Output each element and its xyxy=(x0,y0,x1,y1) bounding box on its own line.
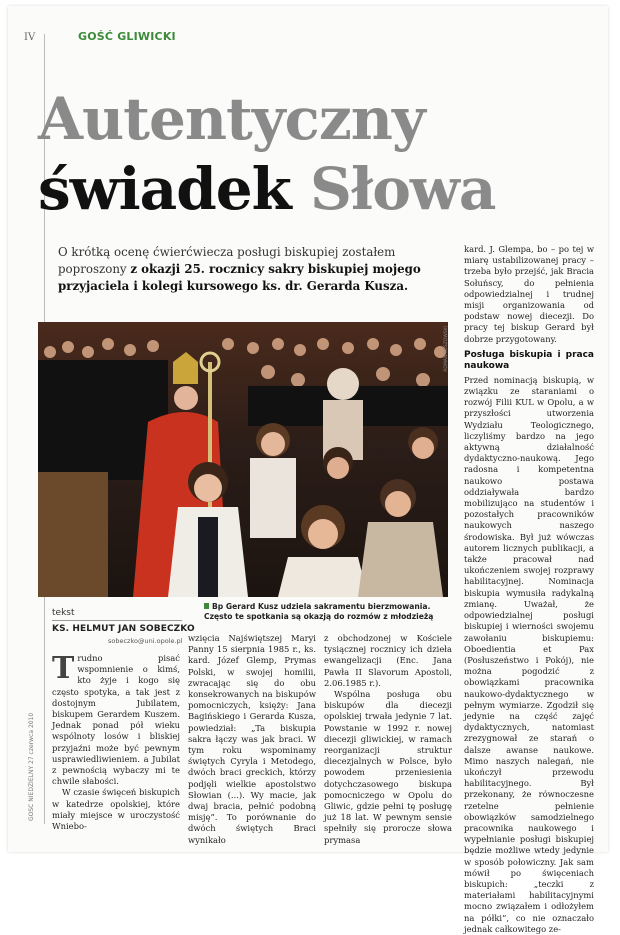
author-email[interactable]: sobeczko@uni.opole.pl xyxy=(108,637,183,645)
photo-confirmation xyxy=(38,322,448,597)
caption-marker-icon xyxy=(204,603,209,609)
column-3-paragraph-1: z obchodzonej w Kościele tysiącznej rocznicy ich dzieła ewangelizacji (Enc. Jana Pawła II Slavorum Apostoli, 2.06.1985 r.). xyxy=(324,633,452,688)
column-4-paragraph-2: Przed nominacją biskupią, w związku ze staraniami o rozwój Filii KUL w Opolu, a w przyszłości utworzenia Wydziału Teologicznego, liczyliśmy bardzo na jego aktywną działalność dydaktyczno-naukową. Jego radosna i kompetentna naukowo postawa oddziaływała bardzo mobilizująco na studentów i pozostałych pracowników naukowych naszego środowiska. Był już wówczas autorem licznych publikacji, a także pracował nad ukończeniem swojej rozprawy habilitacyjnej. Nominacja biskupia wymusiła radykalną zmianę. Uważał, że odpowiedzialnej posługi biskupiej i wierności swojemu zawołaniu biskupiemu: Oboedientia et Pax (Posłuszeństwo i Pokój), nie można pogodzić z obowiązkami pracownika naukowo-dydaktycznego w pełnym wymiarze. Zgodził się jedynie na część zajęć dydaktycznych, natomiast zrezygnował ze starań o dalsze awanse naukowe. Mimo naszych nalegań, nie ukończył przewodu habilitacyjnego. Był przekonany, że równoczesne rzetelne pełnienie obowiązków samodzielnego pracownika naukowego i wypełnianie posługi biskupiej będzie możliwe wtedy jedynie w sposób połowiczny. Jak sam mówił po święceniach biskupich: „teczki z materiałami habilitacyjnymi mocno związałem i odłożyłem na półki”, co nie oznaczało jednak całkowitego ze- xyxy=(464,374,594,934)
column-2-paragraph-1: wzięcia Najświętszej Maryi Panny 15 sierpnia 1985 r., ks. kard. Józef Glemp, Prymas Polski, w swojej homilii, zwracając się do obu konsekrowanych na biskupów pomocniczych, księży: Jana Bagińskiego i Gerarda Kusza, powiedział: „Ta biskupia sakra łączy was jak braci. W tym roku wspominamy świętych Cyryla i Metodego, dwóch braci greckich, którzy podjęli wielkie apostolstwo Słowian (...). Wy macie, jak dwaj bracia, pełnić podobną misję”. To porównanie do dwóch świętych Braci wynikało xyxy=(188,633,316,845)
photo-credit: ROMAN KOSZOWSKI xyxy=(444,326,449,372)
drop-cap: T xyxy=(52,651,75,686)
lead-bold-text: z okazji 25. rocznicy sakry biskupiej mojego przyjaciela i kolegi kursowego ks. dr. Gerarda Kusza. xyxy=(58,262,421,293)
caption-line-2: Często te spotkania są okazją do rozmów z młodzieżą xyxy=(204,612,434,621)
newspaper-page xyxy=(8,6,608,934)
column-4-subheading: Posługa biskupia i praca naukowa xyxy=(464,349,594,371)
headline-line-1: Autentyczny xyxy=(38,85,425,153)
headline-word-dark: świadek xyxy=(38,155,291,223)
article-column-2 xyxy=(188,633,316,846)
section-title: GOŚĆ GLIWICKI xyxy=(78,30,176,43)
article-column-3 xyxy=(324,633,452,846)
column-4-paragraph-1: kard. J. Glempa, bo – po tej w miarę ustabilizowanej pracy – trzeba było przejść, jak Bracia Sołuńscy, do pełnienia odpowiedzialnej i trudnej misji organizowania od podstaw nowej diecezji. Do pracy tej biskup Gerard był dobrze przygotowany. xyxy=(464,244,594,344)
lead-paragraph xyxy=(58,244,423,295)
byline-label: tekst xyxy=(52,608,75,618)
footer-vertical-text: GOŚĆ NIEDZIELNY 27 czerwca 2010 xyxy=(28,712,35,821)
article-column-1 xyxy=(52,653,180,832)
headline-line-2 xyxy=(38,155,496,223)
byline-author: KS. HELMUT JAN SOBECZKO xyxy=(52,624,195,634)
headline-word-gray: Słowa xyxy=(310,155,496,223)
column-1-paragraph-1: rudno pisać wspomnienie o kimś, kto żyje i kogo się często spotyka, a tak jest z dostojnym Jubilatem, biskupem Gerardem Kuszem. Jednak ponad pół wieku wspólnoty losów i bliskiej przyjaźni może być pewnym usprawiedliwieniem. a Jubilat z pewnością wybaczy mi te chwile słabości. xyxy=(52,653,180,787)
column-1-paragraph-2: W czasie święceń biskupich w katedrze opolskiej, które miały miejsce w uroczystość Wniebo- xyxy=(52,787,180,832)
article-column-4 xyxy=(464,244,594,935)
column-3-paragraph-2: Wspólna posługa obu biskupów dla diecezji opolskiej trwała jedynie 7 lat. Powstanie w 1992 r. nowej diecezji gliwickiej, w ramach reorganizacji struktur diecezjalnych w Polsce, było powodem przeniesienia dotychczasowego biskupa pomocniczego w Opolu do Gliwic, gdzie pełni tę posługę już 18 lat. W pewnym sensie spełniły się prorocze słowa prymasa xyxy=(324,689,452,845)
photo-caption xyxy=(204,602,454,622)
lead-text: O krótką ocenę ćwierćwiecza posługi biskupiej zostałem poproszony xyxy=(58,245,396,276)
caption-line-1: Bp Gerard Kusz udziela sakramentu bierzmowania. xyxy=(212,602,431,611)
page-number: IV xyxy=(24,32,36,43)
byline-rule xyxy=(52,620,182,621)
photo-illustration xyxy=(38,322,448,597)
